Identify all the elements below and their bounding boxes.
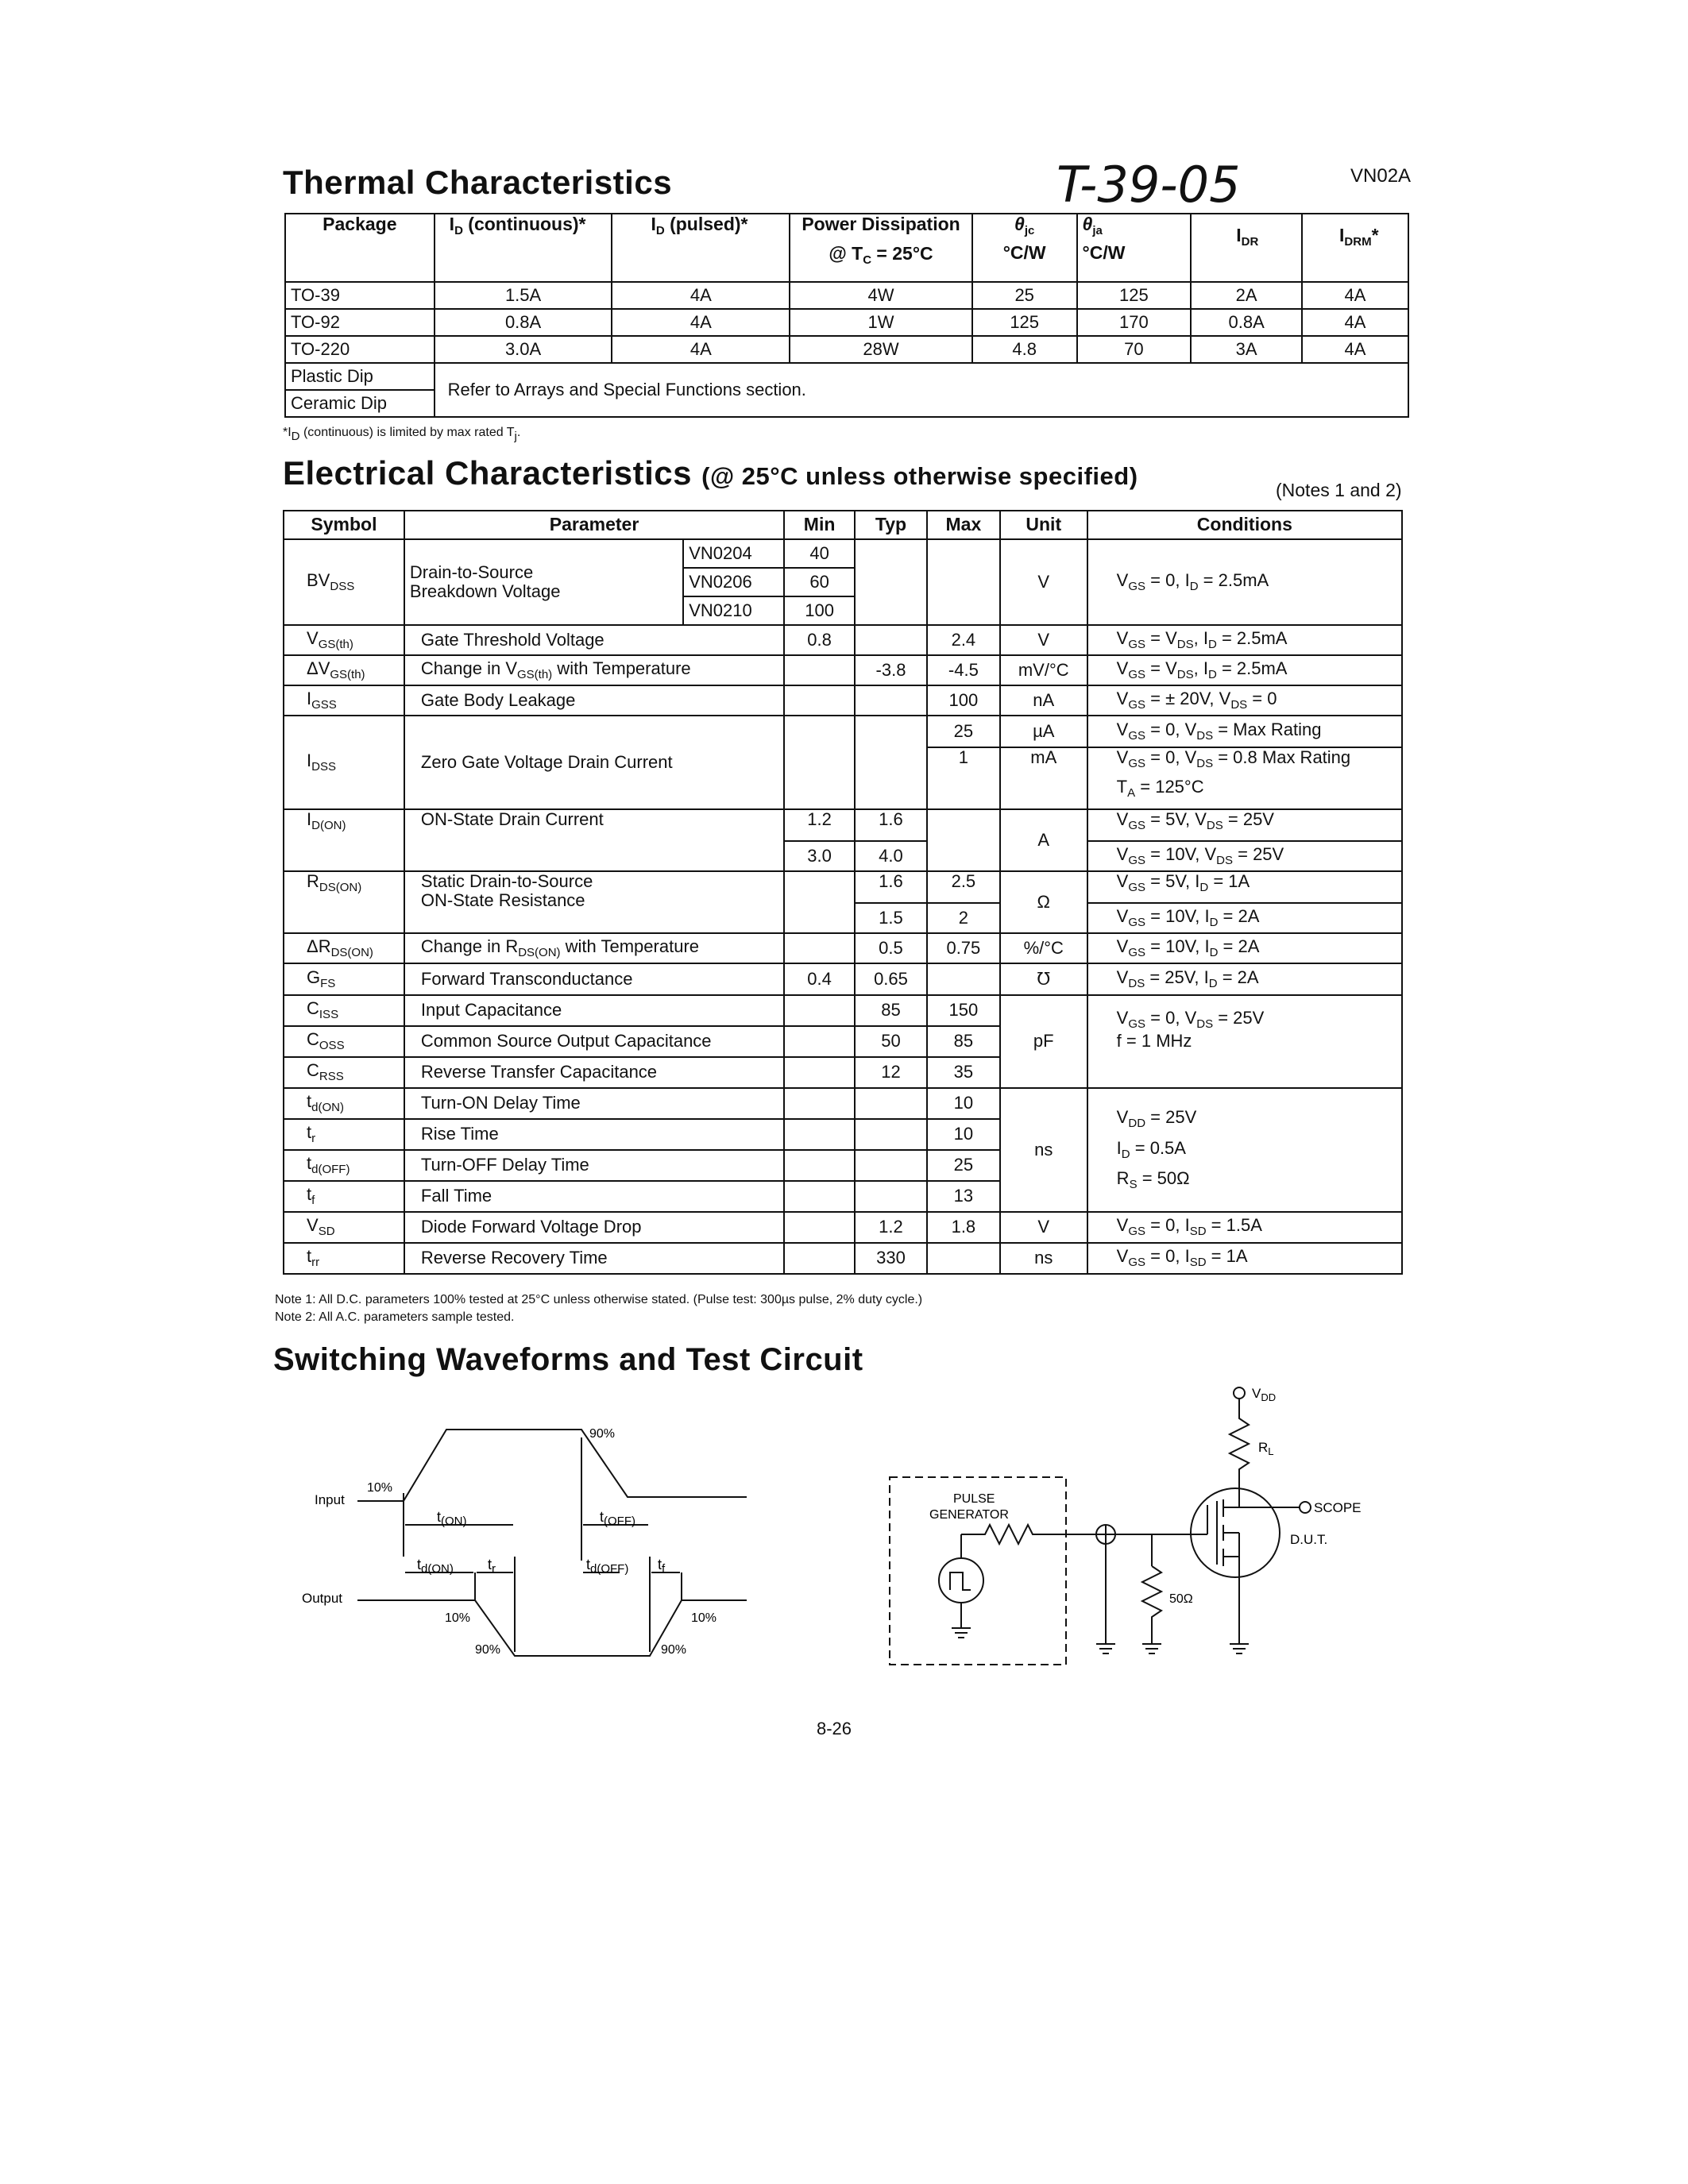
rl-resistor [1230, 1399, 1249, 1484]
table-row: $V_{GS(th)}$ Gate Threshold Voltage 0.8 2.4 V $V_{GS} = V_{DS}$, $I_D = 2.5mA$ [284, 625, 1402, 655]
thermal-table [284, 213, 1409, 418]
table-row: VN0206 60 [284, 568, 1402, 596]
notes-ref: (Notes 1 and 2) [1276, 480, 1402, 500]
table-row: $t_f$ Fall Time 13 [284, 1181, 1402, 1212]
col-theta-jc: $\theta_{jc}$ °C/W [972, 214, 1077, 282]
t-on-label: $t_{(ON)}$ [437, 1509, 467, 1528]
table-row: $I_{DSS}$ Zero Gate Voltage Drain Current 25 µA $V_{GS} = 0$, $V_{DS}$ = Max Rating [284, 716, 1402, 747]
r50-resistor [1142, 1566, 1161, 1644]
td-off-label: $t_{d(OFF)}$ [586, 1557, 629, 1576]
table-row: $C_{ISS}$ Input Capacitance 85 150 pF $V_{GS} = 0$, $V_{DS} = 25V$ f = 1 MHz [284, 995, 1402, 1026]
electrical-table [283, 510, 1403, 1275]
table-row: $C_{RSS}$ Reverse Transfer Capacitance 12 35 [284, 1057, 1402, 1088]
thermal-title: Thermal Characteristics [283, 164, 673, 201]
thermal-footnote: $*I_D$ (continuous) is limited by max rated $T_j$. [283, 426, 521, 443]
td-on-label: $t_{d(ON)}$ [417, 1557, 454, 1576]
thermal-row: TO-220 3.0A 4A 28W 4.8 70 3A 4A [285, 336, 1408, 363]
output-90pct-rise: 90% [475, 1643, 501, 1657]
col-unit: Unit [1000, 511, 1087, 539]
col-id-pulsed: $I_D$ (pulsed)* [612, 214, 790, 282]
pulse-source-icon [939, 1558, 983, 1603]
table-row: $BV_{DSS}$ Drain-to-Source Breakdown Voltage VN0204 40 V $V_{GS} = 0$, $I_D = 2.5mA$ [284, 539, 1402, 568]
table-row: $t_{rr}$ Reverse Recovery Time 330 ns $V_{GS} = 0$, $I_{SD} = 1A$ [284, 1243, 1402, 1274]
table-row: $I_{GSS}$ Gate Body Leakage 100 nA $V_{GS}$ = ± 20V, $V_{DS} = 0$ [284, 685, 1402, 716]
table-row: 1.5 2 $V_{GS} = 10V$, $I_D = 2A$ [284, 903, 1402, 933]
table-row: $V_{SD}$ Diode Forward Voltage Drop 1.2 1.8 V $V_{GS} = 0$, $I_{SD} = 1.5A$ [284, 1212, 1402, 1243]
table-row: 1 mA $V_{GS} = 0$, $V_{DS} = 0.8$ Max Rating $T_A = 125^\circ C$ [284, 747, 1402, 809]
col-idrm: $I_{DRM}*$ [1302, 214, 1408, 282]
electrical-title: Electrical Characteristics (@ 25°C unless otherwise specified) [283, 454, 1138, 492]
note-2: Note 2: All A.C. parameters sample tested. [275, 1310, 515, 1324]
input-waveform [357, 1430, 747, 1501]
col-parameter: Parameter [404, 511, 784, 539]
table-row: 3.0 4.0 $V_{GS} = 10V$, $V_{DS} = 25V$ [284, 841, 1402, 871]
dut-label: D.U.T. [1290, 1532, 1328, 1547]
output-label: Output [302, 1591, 343, 1606]
note-1: Note 1: All D.C. parameters 100% tested at 25°C unless otherwise stated. (Pulse test: 300µs pulse, 2% duty cycle.) [275, 1293, 923, 1306]
pulse-label-2: GENERATOR [929, 1508, 1009, 1522]
tr-label: $t_r$ [488, 1557, 496, 1576]
vdd-terminal [1234, 1387, 1245, 1399]
col-id-continuous: $I_D$ (continuous)* [435, 214, 612, 282]
input-10pct: 10% [367, 1481, 393, 1495]
pulse-label-1: PULSE [953, 1492, 995, 1506]
handwritten-code: T-39-05 [1056, 156, 1241, 214]
col-symbol: Symbol [284, 511, 404, 539]
test-circuit [874, 1382, 1398, 1692]
input-label: Input [315, 1492, 345, 1507]
table-row: $t_{d(OFF)}$ Turn-OFF Delay Time 25 [284, 1150, 1402, 1181]
switching-title: Switching Waveforms and Test Circuit [273, 1342, 863, 1377]
thermal-row: Ceramic Dip [285, 390, 1408, 417]
output-90pct-fall: 90% [661, 1643, 687, 1657]
table-row: VN0210 100 [284, 596, 1402, 625]
output-10pct-fall: 10% [691, 1611, 717, 1625]
table-row: $G_{FS}$ Forward Transconductance 0.4 0.65 ℧ $V_{DS} = 25V$, $I_D = 2A$ [284, 963, 1402, 995]
r50-label: 50Ω [1169, 1592, 1193, 1606]
part-code: VN02A [1350, 165, 1412, 187]
tf-label: $t_f$ [658, 1557, 666, 1576]
vdd-label: $V_{DD}$ [1252, 1386, 1277, 1403]
table-row: $R_{DS(ON)}$ Static Drain-to-Source ON-State Resistance 1.6 2.5 Ω $V_{GS} = 5V$, $I_D = 1A$ [284, 871, 1402, 903]
scope-terminal [1300, 1502, 1311, 1513]
t-off-label: $t_{(OFF)}$ [600, 1509, 635, 1528]
col-idr: $I_{DR}$ [1191, 214, 1302, 282]
output-waveform [357, 1600, 747, 1656]
table-row: $t_{d(ON)}$ Turn-ON Delay Time 10 ns $V_{DD} = 25V$ $I_D = 0.5A$ $R_S = 50\Omega$ [284, 1088, 1402, 1119]
switching-waveforms [302, 1414, 763, 1668]
table-row: $\Delta R_{DS(ON)}$ Change in $R_{DS(ON)}$ with Temperature 0.5 0.75 %/°C $V_{GS} = 10V$, $I_D = 2A$ [284, 933, 1402, 963]
thermal-row: Plastic Dip Refer to Arrays and Special Functions section. [285, 363, 1408, 390]
rl-label: $R_L$ [1258, 1440, 1274, 1457]
output-10pct-rise: 10% [445, 1611, 471, 1625]
scope-label: SCOPE [1314, 1500, 1362, 1515]
col-min: Min [784, 511, 855, 539]
table-row: $t_r$ Rise Time 10 [284, 1119, 1402, 1150]
col-power-dissipation: Power Dissipation @ $T_C = 25^\circ C$ [790, 214, 972, 282]
input-90pct: 90% [589, 1427, 616, 1441]
col-typ: Typ [855, 511, 927, 539]
col-conditions: Conditions [1087, 511, 1402, 539]
thermal-row: TO-39 1.5A 4A 4W 25 125 2A 4A [285, 282, 1408, 309]
page-number: 8-26 [817, 1719, 852, 1738]
table-row: $\Delta V_{GS(th)}$ Change in $V_{GS(th)}$ with Temperature -3.8 -4.5 mV/°C $V_{GS} = V_{DS}$, $I_D = 2.5mA$ [284, 655, 1402, 685]
col-package: Package [285, 214, 435, 282]
col-theta-ja: $\theta_{ja}$ °C/W [1077, 214, 1192, 282]
table-row: $C_{OSS}$ Common Source Output Capacitance 50 85 [284, 1026, 1402, 1057]
thermal-row: TO-92 0.8A 4A 1W 125 170 0.8A 4A [285, 309, 1408, 336]
col-max: Max [927, 511, 1000, 539]
table-row: $I_{D(ON)}$ ON-State Drain Current 1.2 1.6 A $V_{GS} = 5V$, $V_{DS} = 25V$ [284, 809, 1402, 841]
